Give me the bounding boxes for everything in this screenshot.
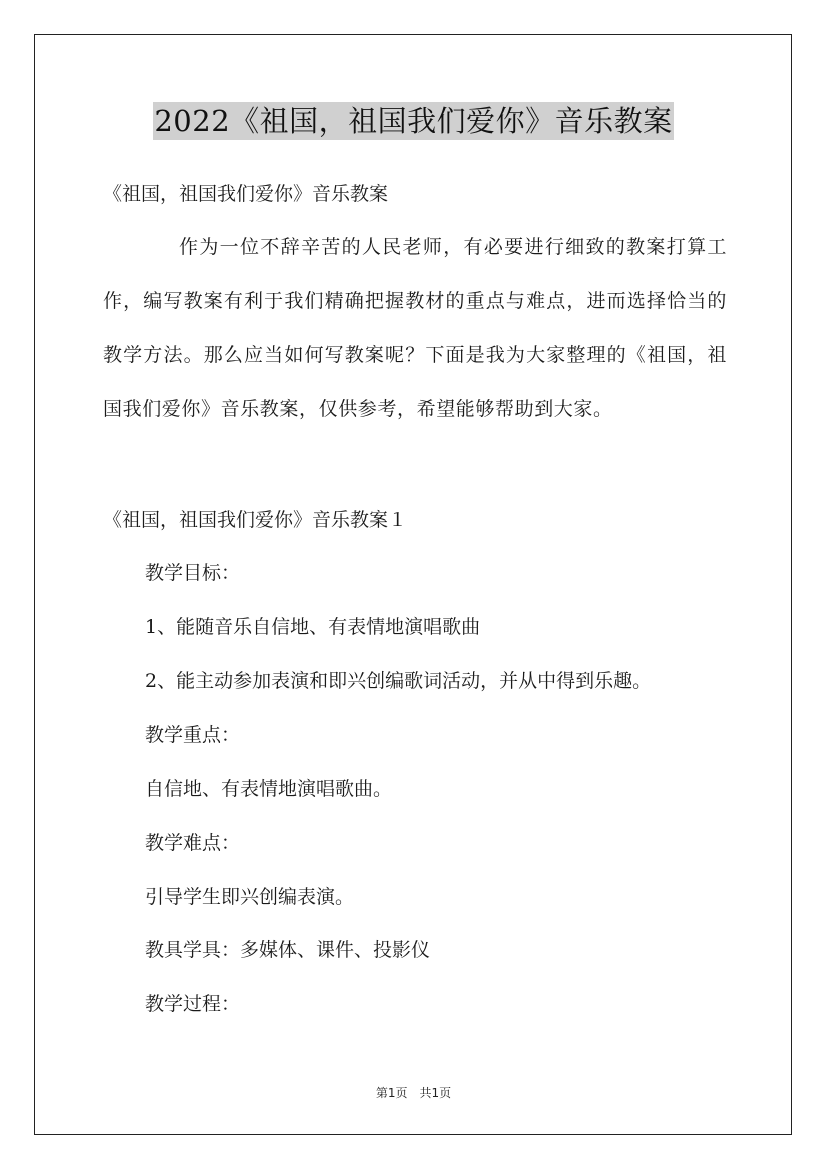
key-label: 教学重点：	[145, 724, 241, 746]
page-footer: 第1页 共1页	[375, 1086, 452, 1100]
difficulty-text: 引导学生即兴创编表演。	[145, 886, 355, 908]
goal-label: 教学目标：	[145, 562, 241, 584]
section-heading: 《祖国，祖国我们爱你》音乐教案１	[103, 509, 408, 531]
title-container	[0, 102, 827, 140]
document-subtitle: 《祖国，祖国我们爱你》音乐教案	[103, 183, 389, 205]
intro-paragraph: 作为一位不辞辛苦的人民老师，有必要进行细致的教案打算工作，编写教案有利于我们精确把握教材的重点与难点，进而选择恰当的教学方法。那么应当如何写教案呢？下面是我为大家整理的《祖国，祖国我们爱你》音乐教案，仅供参考，希望能够帮助到大家。	[103, 236, 727, 420]
tools-line: 教具学具：多媒体、课件、投影仪	[145, 939, 431, 961]
goal-item-1: 1、能随音乐自信地、有表情地演唱歌曲	[145, 616, 481, 638]
difficulty-label: 教学难点：	[145, 832, 241, 854]
goal-item-2: 2、能主动参加表演和即兴创编歌词活动，并从中得到乐趣。	[145, 670, 652, 692]
document-title: 2022《祖国，祖国我们爱你》音乐教案	[154, 104, 673, 138]
process-label: 教学过程：	[145, 993, 241, 1015]
key-text: 自信地、有表情地演唱歌曲。	[145, 778, 393, 800]
